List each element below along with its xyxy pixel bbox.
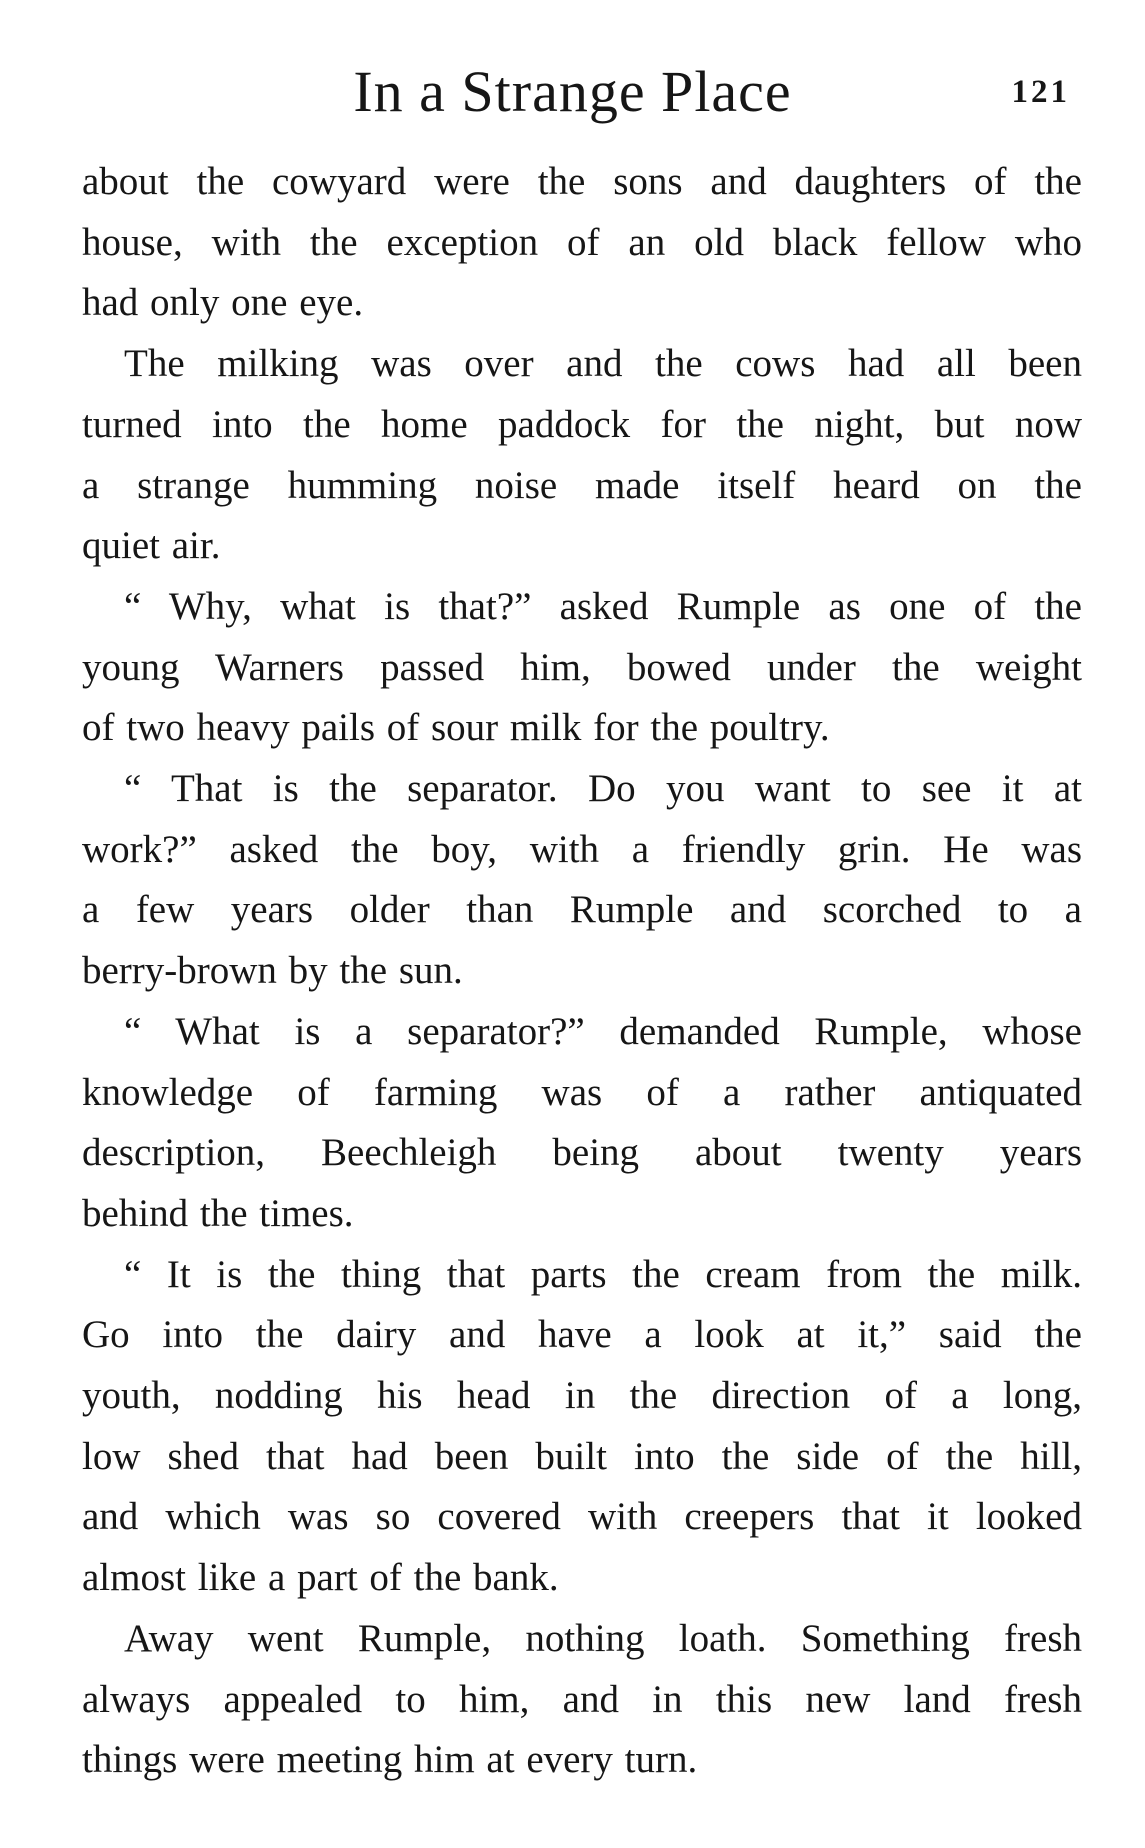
- paragraph: [82, 334, 1082, 577]
- page-number: 121: [1011, 74, 1070, 110]
- text-line: Away went Rumple, nothing loath. Something fresh: [124, 1616, 1082, 1660]
- text-line: quiet air.: [82, 524, 221, 568]
- chapter-title: In a Strange Place: [353, 59, 792, 124]
- text-line: youth, nodding his head in the direction of a long,: [82, 1374, 1082, 1418]
- text-line: of two heavy pails of sour milk for the poultry.: [82, 706, 830, 750]
- text-line: berry-brown by the sun.: [82, 949, 463, 993]
- text-line: work?” asked the boy, with a friendly grin. He was: [82, 827, 1082, 871]
- paragraph: [82, 759, 1082, 1002]
- paragraph: [82, 577, 1082, 759]
- paragraph: [82, 1002, 1082, 1245]
- text-line: and which was so covered with creepers that it looked: [82, 1495, 1082, 1539]
- running-head: [0, 52, 1145, 132]
- paragraph: [82, 1245, 1082, 1609]
- text-line: behind the times.: [82, 1191, 354, 1235]
- text-line: always appealed to him, and in this new land fresh: [82, 1677, 1082, 1721]
- text-line: knowledge of farming was of a rather antiquated: [82, 1070, 1082, 1114]
- text-line: house, with the exception of an old black fellow who: [82, 220, 1082, 264]
- text-line: turned into the home paddock for the night, but now: [82, 402, 1082, 446]
- body-text: [82, 152, 1082, 1791]
- paragraph: [82, 1609, 1082, 1791]
- text-line: low shed that had been built into the side of the hill,: [82, 1434, 1082, 1478]
- paragraph: [82, 152, 1082, 334]
- text-line: almost like a part of the bank.: [82, 1556, 559, 1600]
- text-line: “ What is a separator?” demanded Rumple, whose: [124, 1009, 1082, 1053]
- text-line: “ It is the thing that parts the cream from the milk.: [124, 1252, 1082, 1296]
- text-line: description, Beechleigh being about twenty years: [82, 1131, 1082, 1175]
- text-line: young Warners passed him, bowed under the weight: [82, 645, 1082, 689]
- text-line: a strange humming noise made itself heard on the: [82, 463, 1082, 507]
- text-line: a few years older than Rumple and scorched to a: [82, 888, 1082, 932]
- text-line: “ That is the separator. Do you want to see it at: [124, 767, 1082, 811]
- text-line: The milking was over and the cows had all been: [124, 342, 1082, 386]
- text-line: had only one eye.: [82, 281, 364, 325]
- text-line: things were meeting him at every turn.: [82, 1738, 698, 1782]
- text-line: “ Why, what is that?” asked Rumple as one of the: [124, 584, 1082, 628]
- text-line: Go into the dairy and have a look at it,” said the: [82, 1313, 1082, 1357]
- text-line: about the cowyard were the sons and daughters of the: [82, 160, 1082, 203]
